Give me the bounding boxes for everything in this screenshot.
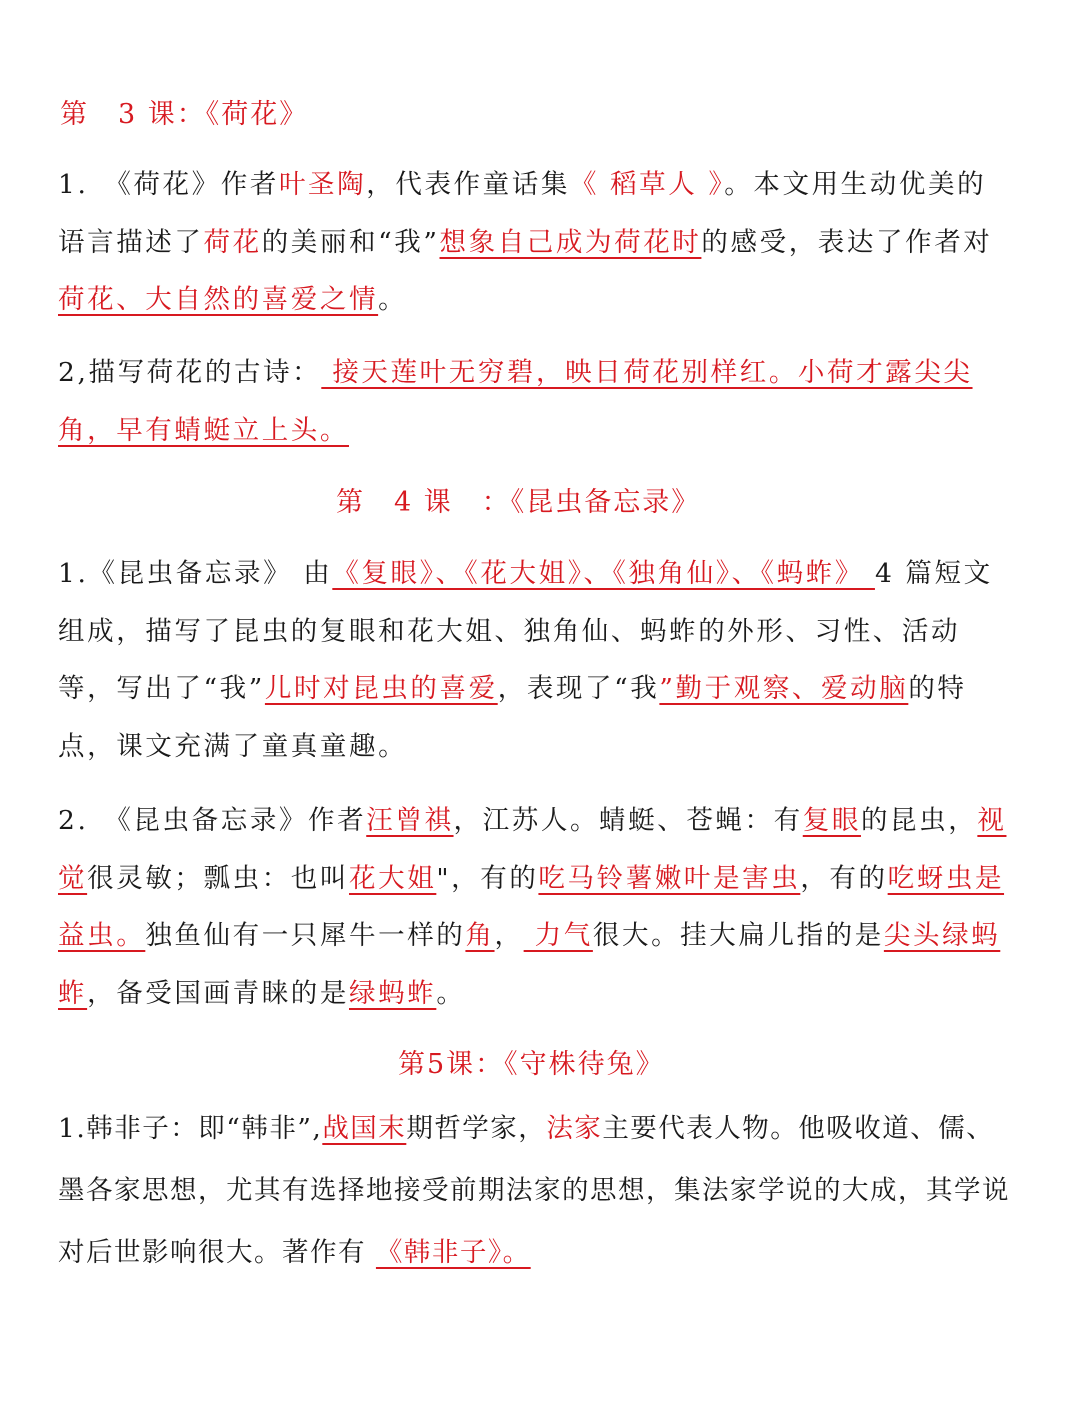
highlighted-answer: 复眼 [802, 805, 861, 836]
highlighted-answer: 吃马铃薯嫩叶是害虫 [538, 862, 801, 894]
lesson3-title: 第 3 课：《荷花》 [60, 99, 309, 130]
highlighted-answer: 花大姐 [349, 862, 437, 894]
text-segment: ， [494, 920, 524, 951]
text-segment: 期哲学家， [406, 1113, 547, 1144]
text-segment: 的昆虫， [860, 805, 978, 836]
highlighted-answer: 战国末 [322, 1113, 407, 1144]
text-segment: 。 [436, 977, 466, 1009]
text-segment: 2. 《昆虫备忘录》作者 [58, 805, 367, 836]
highlighted-answer: 《 稻草人 》 [569, 169, 725, 200]
highlighted-answer: 吃蚜虫是益虫。 [58, 862, 1005, 951]
highlighted-answer: 想象自己成为荷花时 [439, 226, 702, 258]
text-segment: 。本文用生动优美的语言描述了 [58, 169, 987, 258]
highlighted-answer: 汪曾祺 [366, 805, 454, 836]
highlighted-answer: 儿时对昆虫的喜爱 [264, 673, 498, 704]
highlighted-answer: 接天莲叶无穷碧，映日荷花别样红。小荷才露尖尖角，早有蜻蜓立上头。 [58, 357, 973, 446]
highlighted-answer: 法家 [546, 1113, 603, 1144]
highlighted-answer: 力气 [523, 920, 593, 951]
text-segment: 4 篇短文组成，描写了昆虫的复眼和花大姐、独角仙、蚂蚱的外形、习性、活动等，写出了“我” [58, 558, 993, 704]
highlighted-answer: 《韩非子》。 [375, 1237, 531, 1268]
text-segment: ，江苏人。蜻蜓、苍蝇：有 [453, 805, 803, 836]
highlighted-answer: 视 觉 [58, 805, 1007, 894]
text-segment: 的感受，表达了作者对 [701, 226, 993, 258]
text-segment: 。 [378, 284, 408, 315]
text-segment: 的特点，课文充满了童真童趣。 [58, 673, 967, 762]
highlighted-answer: 绿蚂蚱 [349, 977, 437, 1009]
highlighted-answer: 荷花、大自然的喜爱之情 [58, 284, 379, 315]
highlighted-answer: 《复眼》、《花大姐》、《独角仙》、《蚂蚱》 [332, 558, 875, 589]
text-segment: 主要代表人物。他吸收道、儒、墨各家思想，尤其有选择地接受前期法家的思想，集法家学说的大成，其学说对后世影响很大。著作有 [58, 1113, 1010, 1268]
lesson5-title: 第5课：《守株待兔》 [398, 1049, 665, 1080]
text-segment: ，有的 [800, 862, 888, 894]
lesson4-paragraph-2 [58, 792, 1008, 1022]
text-segment: 独鱼仙有一只犀牛一样的 [145, 920, 466, 951]
lesson4-title: 第 4 课 ：《昆虫备忘录》 [336, 487, 701, 518]
lesson3-paragraph-2 [58, 344, 1008, 459]
highlighted-answer: ”勤于观察、爱动脑 [659, 673, 909, 704]
text-segment: 2,描写荷花的古诗： [58, 357, 322, 388]
text-segment: 1. 《荷花》作者 [58, 169, 279, 200]
text-segment: 1.韩非子：即“韩非”, [58, 1113, 323, 1144]
highlighted-answer: 荷花 [203, 226, 262, 258]
text-segment: "，有的 [436, 862, 539, 894]
lesson5-paragraph-1 [58, 1098, 1018, 1284]
text-segment: ，备受国画青睐的是 [87, 977, 350, 1009]
highlighted-answer: 角 [465, 920, 495, 951]
highlighted-answer: 叶圣陶 [278, 169, 367, 200]
text-segment: 1.《昆虫备忘录》 由 [58, 558, 333, 589]
text-segment: 的美丽和“我” [261, 226, 440, 258]
text-segment: ，表现了“我 [497, 673, 660, 704]
highlighted-answer: 尖头绿蚂蚱 [58, 920, 1001, 1009]
text-segment: ，代表作童话集 [366, 169, 570, 200]
text-segment: 很大。挂大扁儿指的是 [592, 920, 884, 951]
lesson4-paragraph-1 [58, 545, 1008, 775]
lesson3-paragraph-1 [58, 156, 1008, 329]
text-segment: 很灵敏；瓢虫：也叫 [87, 862, 350, 894]
